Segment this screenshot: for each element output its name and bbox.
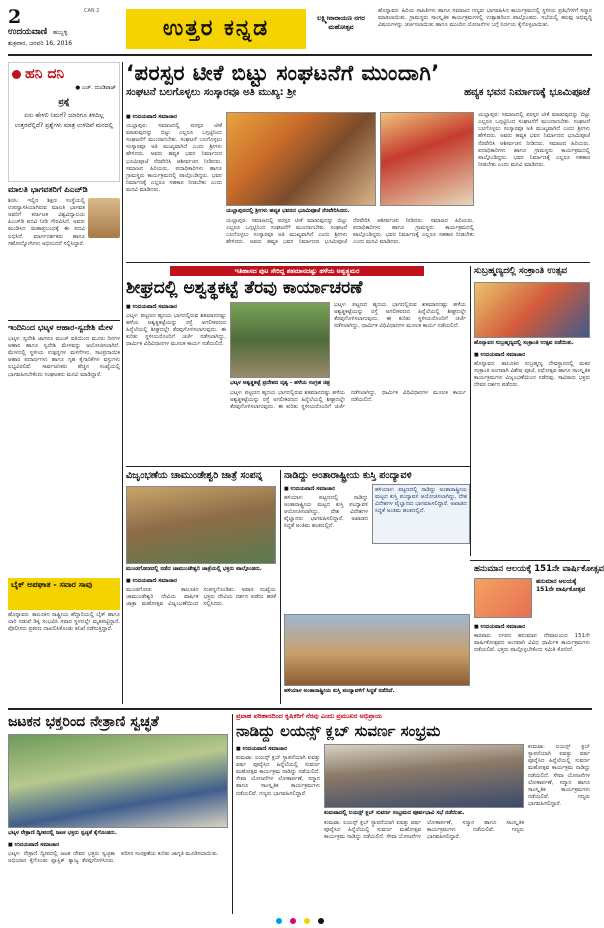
story7-photo — [8, 734, 228, 828]
story5-headline: ನಾಡಿದ್ದು ಅಂತಾರಾಷ್ಟ್ರೀಯ ಕುಸ್ತಿ ಪಂದ್ಯಾವಳಿ — [284, 470, 412, 481]
section-banner: ಉತ್ತರ ಕನ್ನಡ — [126, 9, 306, 49]
masthead — [8, 6, 592, 56]
story6-body: ಕಾರವಾರ: ನಗರದ ಹನುಮಾನ ದೇವಾಲಯದ 151ನೇ ವಾರ್ಷಿಕೋತ್ಸವದ ಅಂಗವಾಗಿ ವಿವಿಧ ಧಾರ್ಮಿಕ ಕಾರ್ಯಕ್ರಮಗಳು ನಡೆಯಲಿವೆ. ಭಕ್ತರು ಪಾಲ್ಗೊಳ್ಳಬೇಕೆಂದು ಸಮಿತಿ ಕೋರಿದೆ. — [474, 632, 590, 654]
divider — [126, 466, 470, 467]
lead-side-head: ಹವ್ಯಕ ಭವನ ನಿರ್ಮಾಣಕ್ಕೆ ಭೂಮಿಪೂಜೆ — [464, 87, 590, 99]
story3-body: ಹೊನ್ನಾವರ: ತಾಲೂಕಿನ ಸುಬ್ರಹ್ಮಣ್ಯ ದೇವಸ್ಥಾನದಲ್ಲಿ ಮಕರ ಸಂಕ್ರಾಂತಿ ಅಂಗವಾಗಿ ವಿಶೇಷ ಪೂಜೆ, ರಥೋತ್ಸವ ಹಾಗೂ ಸಾಂಸ್ಕೃತಿಕ ಕಾರ್ಯಕ್ರಮಗಳು ವಿಜೃಂಭಣೆಯಿಂದ ನಡೆದವು. ಸಾವಿರಾರು ಭಕ್ತರು ದೇವರ ದರ್ಶನ ಪಡೆದರು. — [474, 360, 590, 389]
story8-body-cont: ಕುಮಟಾ: ಲಯನ್ಸ್ ಕ್ಲಬ್ ಸ್ಥಾಪನೆಯಾಗಿ ಐವತ್ತು ವರ್ಷ ಪೂರೈಸಿದ ಹಿನ್ನೆಲೆಯಲ್ಲಿ ಸುವರ್ಣ ಮಹೋತ್ಸವ ಕಾರ್ಯಕ್ರಮ ನಾಡಿದ್ದು ನಡೆಯಲಿದೆ. ಸೇವಾ ಯೋಜನೆಗಳ ಲೋಕಾರ್ಪಣೆ, ಸನ್ಮಾನ ಹಾಗೂ ಸಾಂಸ್ಕೃತಿಕ ಕಾರ್ಯಕ್ರಮಗಳು ನಡೆಯಲಿವೆ. ಗಣ್ಯರು ಭಾಗವಹಿಸಲಿದ್ದಾರೆ. — [324, 820, 524, 841]
story7-headline: ಜಟಕನ ಭಕ್ತರಿಂದ ನೇತ್ರಾಣಿ ಸ್ವಚ್ಛತೆ — [8, 714, 159, 730]
left-story-2-body: ಭಟ್ಕಳ: ಸ್ವದೇಶಿ ಜಾಗರಣ ಮಂಚ್ ವತಿಯಿಂದ ಮೂರು ದಿನಗಳ ಆಹಾರ ಹಾಗೂ ಸ್ವದೇಶಿ ಮೇಳವನ್ನು ಆಯೋಜಿಸಲಾಗಿದೆ. ಮೇಳದಲ್ಲಿ ಸ್ಥಳೀಯ ಉತ್ಪನ್ನಗಳ ಮಳಿಗೆಗಳು, ಸಾಂಪ್ರದಾಯಿಕ ಆಹಾರ ಪದಾರ್ಥಗಳು ಹಾಗೂ ಗೃಹ ಕೈಗಾರಿಕೆಗಳ ವಸ್ತುಗಳು ಲಭ್ಯವಿರಲಿವೆ. ಸಾರ್ವಜನಿಕರು ಹೆಚ್ಚಿನ ಸಂಖ್ಯೆಯಲ್ಲಿ ಭಾಗವಹಿಸಬೇಕೆಂದು ಸಂಘಟಕರು ಮನವಿ ಮಾಡಿದ್ದಾರೆ. — [8, 335, 120, 378]
story2-photo — [230, 302, 330, 378]
column-divider — [122, 62, 123, 704]
hani-author: ● ಎಚ್. ದುಂಡಿರಾಜ್ — [75, 84, 116, 91]
story5-body: ಹಳಿಯಾಳ: ಪಟ್ಟಣದಲ್ಲಿ ನಾಡಿದ್ದು ಅಂತಾರಾಷ್ಟ್ರೀಯ ಮಟ್ಟದ ಕುಸ್ತಿ ಪಂದ್ಯಾವಳಿ ಆಯೋಜಿಸಲಾಗಿದ್ದು, ದೇಶ ವಿದೇಶಗಳ ಪೈಲ್ವಾನರು ಭಾಗವಹಿಸಲಿದ್ದಾರೆ. ಅಖಾಡದ ಸಿದ್ಧತೆ ಅಂತಿಮ ಹಂತದಲ್ಲಿದೆ. — [284, 494, 368, 530]
left-story-2 — [8, 324, 120, 574]
lead-photo-caption: ಯಲ್ಲಾಪುರದಲ್ಲಿ ಶ್ರೀಗಳು ಹವ್ಯಕ ಭವನದ ಭೂಮಿಪೂಜೆ ನೆರವೇರಿಸಿದರು. — [226, 208, 350, 214]
lead-side-body: ಯಲ್ಲಾಪುರ: ಸಮಾಜದಲ್ಲಿ ಪರಸ್ಪರ ಟೀಕೆ ಮಾಡುವುದನ್ನು ಬಿಟ್ಟು ಎಲ್ಲರೂ ಒಗ್ಗಟ್ಟಿನಿಂದ ಸಂಘಟನೆಗೆ ಮುಂದಾಗಬೇಕು. ಸಂಘಟನೆ ಬಲಗೊಳ್ಳಲು ಸಂಸ್ಕಾರವೂ ಅತಿ ಮುಖ್ಯವಾಗಿದೆ ಎಂದು ಶ್ರೀಗಳು ಹೇಳಿದರು. ಅವರು ಹವ್ಯಕ ಭವನ ನಿರ್ಮಾಣದ ಭೂಮಿಪೂಜೆ ನೆರವೇರಿಸಿ ಆಶೀರ್ವಚನ ನೀಡಿದರು. ಸಮಾಜದ ಹಿರಿಯರು, ಪದಾಧಿಕಾರಿಗಳು ಹಾಗೂ ಗ್ರಾಮಸ್ಥರು ಕಾರ್ಯಕ್ರಮದಲ್ಲಿ ಪಾಲ್ಗೊಂಡಿದ್ದರು. ಭವನ ನಿರ್ಮಾಣಕ್ಕೆ ಎಲ್ಲರೂ ಸಹಕಾರ ನೀಡಬೇಕು ಎಂದು ಮನವಿ ಮಾಡಿದರು. — [478, 112, 590, 168]
story4-body: ಮುಂಡಗೋಡ: ತಾಲೂಕಿನ ಚಾಮುಂಡೇಶ್ವರಿ ದೇವಿಯ ವಾರ್ಷಿಕ ಜಾತ್ರಾ ಮಹೋತ್ಸವ ವಿಜೃಂಭಣೆಯಿಂದ ಸಂಪನ್ನಗೊಂಡಿತು. ಅಪಾರ ಸಂಖ್ಯೆಯ ಭಕ್ತರು ದೇವಿಯ ದರ್ಶನ ಪಡೆದು ಹರಕೆ ಸಲ್ಲಿಸಿದರು. — [126, 586, 276, 608]
hani-logo-icon — [12, 70, 21, 79]
dateline: ಶುಕ್ರವಾರ, ಜನವರಿ 16, 2016 — [8, 40, 73, 48]
lead-byline: ■ ಉದಯವಾಣಿ ಸಮಾಚಾರ — [126, 114, 222, 121]
story3-byline: ■ ಉದಯವಾಣಿ ಸಮಾಚಾರ — [474, 352, 590, 359]
lead-photo — [226, 112, 376, 206]
story2-strip: ಇತಿಹಾಸದ ಪುಟ ಸೇರಿದ್ದ ಶತಮಾನದಷ್ಟು ಹಳೆಯ ಅಶ್ವತ್ಥಮರ — [170, 266, 424, 276]
story3-headline: ಸುಬ್ರಹ್ಮಣ್ಯದಲ್ಲಿ ಸಂಕ್ರಾಂತಿ ಉತ್ಸವ — [474, 266, 567, 276]
divider — [470, 560, 590, 561]
story7-byline: ■ ಉದಯವಾಣಿ ಸಮಾಚಾರ — [8, 842, 228, 849]
print-registration-marks — [8, 918, 592, 924]
story6-box-label: ಹನುಮಾನ ಆಲಯಕ್ಕೆ 151ನೇ ವಾರ್ಷಿಕೋತ್ಸವ — [536, 578, 586, 593]
lead-subhead: ಸಂಘಟನೆ ಬಲಗೊಳ್ಳಲು ಸಂಸ್ಕಾರವೂ ಅತಿ ಮುಖ್ಯ: ಶ್ರೀ — [126, 87, 296, 99]
city-tag: ಹುಬ್ಬಳ್ಳಿ — [53, 29, 68, 36]
edition-code: CAN 2 — [84, 8, 100, 14]
story6-byline: ■ ಉದಯವಾಣಿ ಸಮಾಚಾರ — [474, 624, 590, 631]
page-number: 2 — [8, 6, 22, 28]
divider — [126, 262, 590, 263]
story2-body-cont: ಭಟ್ಕಳ: ಪಟ್ಟಣದ ಹೃದಯ ಭಾಗದಲ್ಲಿರುವ ಶತಮಾನದಷ್ಟು ಹಳೆಯ ಅಶ್ವತ್ಥಕಟ್ಟೆಯನ್ನು ರಸ್ತೆ ಅಗಲೀಕರಣದ ಹಿನ್ನೆಲೆಯಲ್ಲಿ ಶೀಘ್ರದಲ್ಲೇ ತೆರವುಗೊಳಿಸಲಾಗುವುದು. ಈ ಕುರಿತು ಸ್ಥಳೀಯರೊಂದಿಗೆ ಚರ್ಚೆ ನಡೆಸಲಾಗಿದ್ದು, ಧಾರ್ಮಿಕ ವಿಧಿವಿಧಾನಗಳ ಮೂಲಕ ಕಾರ್ಯ ನಡೆಯಲಿದೆ. — [230, 390, 466, 411]
left-story-2-head: ಇಂದಿನಿಂದ ಭಟ್ಕಳ ಆಹಾರ-ಸ್ವದೇಶಿ ಮೇಳ — [8, 323, 113, 332]
masthead-left — [8, 6, 120, 54]
story4-byline: ■ ಉದಯವಾಣಿ ಸಮಾಚಾರ — [126, 578, 276, 585]
masthead-right-story: ಹೊನ್ನಾವರ: ಹಿರಿಯ ಸಾಹಿತಿಗಳು ಹಾಗೂ ಸಮಾಜದ ಗಣ್ಯರು ಭಾಗವಹಿಸಿದ ಕಾರ್ಯಕ್ರಮದಲ್ಲಿ ಸ್ಥಳೀಯ ಪ್ರತಿಭೆಗಳಿಗೆ ಸನ್ಮಾನ ಮಾಡಲಾಯಿತು. ಗ್ರಾಮಸ್ಥರು ಸಾಂಸ್ಕೃತಿಕ ಕಾರ್ಯಕ್ರಮಗಳಲ್ಲಿ ಉತ್ಸಾಹದಿಂದ ಪಾಲ್ಗೊಂಡರು. ಸಭೆಯಲ್ಲಿ ಹಲವು ಅಭಿವೃದ್ಧಿ ವಿಷಯಗಳನ್ನು ಚರ್ಚಿಸಲಾಯಿತು ಹಾಗೂ ಮುಂದಿನ ಯೋಜನೆಗಳ ಬಗ್ಗೆ ನಿರ್ಣಯ ಕೈಗೊಳ್ಳಲಾಯಿತು. — [378, 8, 592, 29]
left-story-1-body: ಶಿರಸಿ: ಇಲ್ಲಿನ ಶಿಕ್ಷಣ ಸಂಸ್ಥೆಯಲ್ಲಿ ಉಪನ್ಯಾಸಕಿಯಾಗಿರುವ ಮಾಲತಿ ಭಾಗವತ ಅವರಿಗೆ ಕರ್ನಾಟಕ ವಿಶ್ವವಿದ್ಯಾಲಯ ಪಿಎಚ್‌ಡಿ ಪದವಿ ನೀಡಿ ಗೌರವಿಸಿದೆ. ಅವರು ಮಂಡಿಸಿದ ಮಹಾಪ್ರಬಂಧಕ್ಕೆ ಈ ಪದವಿ ಲಭಿಸಿದೆ. ಮಾರ್ಗದರ್ಶಕರು ಹಾಗೂ ಸಹೋದ್ಯೋಗಿಗಳು ಅಭಿನಂದನೆ ಸಲ್ಲಿಸಿದ್ದಾರೆ. — [8, 197, 85, 247]
paper-name: ಉದಯವಾಣಿ — [8, 27, 48, 37]
story2-body: ಭಟ್ಕಳ: ಪಟ್ಟಣದ ಹೃದಯ ಭಾಗದಲ್ಲಿರುವ ಶತಮಾನದಷ್ಟು ಹಳೆಯ ಅಶ್ವತ್ಥಕಟ್ಟೆಯನ್ನು ರಸ್ತೆ ಅಗಲೀಕರಣದ ಹಿನ್ನೆಲೆಯಲ್ಲಿ ಶೀಘ್ರದಲ್ಲೇ ತೆರವುಗೊಳಿಸಲಾಗುವುದು. ಈ ಕುರಿತು ಸ್ಥಳೀಯರೊಂದಿಗೆ ಚರ್ಚೆ ನಡೆಸಲಾಗಿದ್ದು, ಧಾರ್ಮಿಕ ವಿಧಿವಿಧಾನಗಳ ಮೂಲಕ ಕಾರ್ಯ ನಡೆಯಲಿದೆ. — [126, 312, 226, 348]
hani-dani-box — [8, 62, 120, 182]
column-divider — [280, 470, 281, 704]
story8-headline: ನಾಡಿದ್ದು ಲಯನ್ಸ್ ಕ್ಲಬ್ ಸುವರ್ಣ ಸಂಭ್ರಮ — [236, 722, 441, 740]
masthead-promo: ಲಕ್ಷ್ಮೀನಾರಾಯಣ ನಗರ ಮಹೋತ್ಸವ — [317, 14, 365, 32]
story5-photo — [284, 614, 470, 686]
story8-photo — [324, 744, 524, 808]
divider — [8, 708, 592, 710]
story4-photo-caption: ಮುಂಡಗೋಡದಲ್ಲಿ ನಡೆದ ಚಾಮುಂಡೇಶ್ವರಿ ಜಾತ್ರೆಯಲ್ಲಿ ಭಕ್ತರು ಪಾಲ್ಗೊಂಡರು. — [126, 566, 262, 572]
left-story-3 — [8, 612, 120, 704]
story7-body: ಭಟ್ಕಳ: ನೇತ್ರಾಣಿ ದ್ವೀಪದಲ್ಲಿ ಜಟಕ ದೇವರ ಭಕ್ತರು ಸ್ವಚ್ಛತಾ ಅಭಿಯಾನ ಕೈಗೊಂಡು ಪ್ಲಾಸ್ಟಿಕ್ ತ್ಯಾಜ್ಯ ತೆರವುಗೊಳಿಸಿದರು. ಪರಿಸರ ಸಂರಕ್ಷಣೆಯ ಕುರಿತು ಜಾಗೃತಿ ಮೂಡಿಸಲಾಯಿತು. — [8, 850, 219, 865]
story8-photo-caption: ಕುಮಟಾದಲ್ಲಿ ಲಯನ್ಸ್ ಕ್ಲಬ್ ಸುವರ್ಣ ಸಂಭ್ರಮದ ಪೂರ್ವಭಾವಿ ಸಭೆ ನಡೆಯಿತು. — [324, 810, 465, 816]
lead-photo-2 — [380, 112, 474, 206]
lead-headline: ‘ಪರಸ್ಪರ ಟೀಕೆ ಬಿಟ್ಟು ಸಂಘಟನೆಗೆ ಮುಂದಾಗಿ’ — [126, 61, 440, 85]
left-story-3-head-box — [8, 578, 120, 610]
hani-title: ಹನಿ ದನಿ — [25, 66, 65, 82]
left-story-3-head: ಬೈಕ್ ಅಪಘಾತ - ಸವಾರ ಸಾವು — [11, 580, 93, 589]
left-story-3-body: ಹೊನ್ನಾವರ: ತಾಲೂಕಿನ ರಾಷ್ಟ್ರೀಯ ಹೆದ್ದಾರಿಯಲ್ಲಿ ಬೈಕ್ ಹಾಗೂ ಲಾರಿ ನಡುವೆ ಡಿಕ್ಕಿ ಸಂಭವಿಸಿ ಸವಾರ ಸ್ಥಳದಲ್ಲೇ ಮೃತಪಟ್ಟಿದ್ದಾನೆ. ಪೊಲೀಸರು ಪ್ರಕರಣ ದಾಖಲಿಸಿಕೊಂಡು ತನಿಖೆ ನಡೆಸುತ್ತಿದ್ದಾರೆ. — [8, 612, 120, 633]
yellow-dot-icon — [304, 918, 310, 924]
story2-side-body: ಭಟ್ಕಳ: ಪಟ್ಟಣದ ಹೃದಯ ಭಾಗದಲ್ಲಿರುವ ಶತಮಾನದಷ್ಟು ಹಳೆಯ ಅಶ್ವತ್ಥಕಟ್ಟೆಯನ್ನು ರಸ್ತೆ ಅಗಲೀಕರಣದ ಹಿನ್ನೆಲೆಯಲ್ಲಿ ಶೀಘ್ರದಲ್ಲೇ ತೆರವುಗೊಳಿಸಲಾಗುವುದು. ಈ ಕುರಿತು ಸ್ಥಳೀಯರೊಂದಿಗೆ ಚರ್ಚೆ ನಡೆಸಲಾಗಿದ್ದು, ಧಾರ್ಮಿಕ ವಿಧಿವಿಧಾನಗಳ ಮೂಲಕ ಕಾರ್ಯ ನಡೆಯಲಿದೆ. — [334, 302, 466, 330]
story5-infobox-text: ಹಳಿಯಾಳ: ಪಟ್ಟಣದಲ್ಲಿ ನಾಡಿದ್ದು ಅಂತಾರಾಷ್ಟ್ರೀಯ ಮಟ್ಟದ ಕುಸ್ತಿ ಪಂದ್ಯಾವಳಿ ಆಯೋಜಿಸಲಾಗಿದ್ದು, ದೇಶ ವಿದೇಶಗಳ ಪೈಲ್ವಾನರು ಭಾಗವಹಿಸಲಿದ್ದಾರೆ. ಅಖಾಡದ ಸಿದ್ಧತೆ ಅಂತಿಮ ಹಂತದಲ್ಲಿದೆ. — [375, 487, 467, 515]
column-divider — [232, 714, 233, 914]
story2-photo-caption: ಭಟ್ಕಳ ಅಶ್ವತ್ಥಕಟ್ಟೆ ಪ್ರದೇಶದ ದೃಶ್ಯ - ಹಳೆಯ ಸಂಗ್ರಹ ಚಿತ್ರ — [230, 380, 330, 386]
story7-photo-caption: ಭಟ್ಕಳ ನೇತ್ರಾಣಿ ದ್ವೀಪದಲ್ಲಿ ಜಟಕ ಭಕ್ತರು ಸ್ವಚ್ಛತೆ ಕೈಗೊಂಡರು. — [8, 830, 117, 836]
portrait-photo — [88, 198, 120, 238]
lead-body-cont: ಯಲ್ಲಾಪುರ: ಸಮಾಜದಲ್ಲಿ ಪರಸ್ಪರ ಟೀಕೆ ಮಾಡುವುದನ್ನು ಬಿಟ್ಟು ಎಲ್ಲರೂ ಒಗ್ಗಟ್ಟಿನಿಂದ ಸಂಘಟನೆಗೆ ಮುಂದಾಗಬೇಕು. ಸಂಘಟನೆ ಬಲಗೊಳ್ಳಲು ಸಂಸ್ಕಾರವೂ ಅತಿ ಮುಖ್ಯವಾಗಿದೆ ಎಂದು ಶ್ರೀಗಳು ಹೇಳಿದರು. ಅವರು ಹವ್ಯಕ ಭವನ ನಿರ್ಮಾಣದ ಭೂಮಿಪೂಜೆ ನೆರವೇರಿಸಿ ಆಶೀರ್ವಚನ ನೀಡಿದರು. ಸಮಾಜದ ಹಿರಿಯರು, ಪದಾಧಿಕಾರಿಗಳು ಹಾಗೂ ಗ್ರಾಮಸ್ಥರು ಕಾರ್ಯಕ್ರಮದಲ್ಲಿ ಪಾಲ್ಗೊಂಡಿದ್ದರು. ಭವನ ನಿರ್ಮಾಣಕ್ಕೆ ಎಲ್ಲರೂ ಸಹಕಾರ ನೀಡಬೇಕು ಎಂದು ಮನವಿ ಮಾಡಿದರು. — [226, 218, 474, 246]
story8-body: ಕುಮಟಾ: ಲಯನ್ಸ್ ಕ್ಲಬ್ ಸ್ಥಾಪನೆಯಾಗಿ ಐವತ್ತು ವರ್ಷ ಪೂರೈಸಿದ ಹಿನ್ನೆಲೆಯಲ್ಲಿ ಸುವರ್ಣ ಮಹೋತ್ಸವ ಕಾರ್ಯಕ್ರಮ ನಾಡಿದ್ದು ನಡೆಯಲಿದೆ. ಸೇವಾ ಯೋಜನೆಗಳ ಲೋಕಾರ್ಪಣೆ, ಸನ್ಮಾನ ಹಾಗೂ ಸಾಂಸ್ಕೃತಿಕ ಕಾರ್ಯಕ್ರಮಗಳು ನಡೆಯಲಿವೆ. ಗಣ್ಯರು ಭಾಗವಹಿಸಲಿದ್ದಾರೆ. — [236, 754, 320, 797]
story4-photo — [126, 486, 276, 564]
story3-photo-caption: ಹೊನ್ನಾವರ ಸುಬ್ರಹ್ಮಣ್ಯದಲ್ಲಿ ಸಂಕ್ರಾಂತಿ ಉತ್ಸವ ನಡೆಯಿತು. — [474, 340, 574, 346]
story3-photo — [474, 282, 590, 338]
lead-story — [126, 60, 590, 100]
story8-kicker: ಪ್ರವಾಹ ಪರಿಹಾರದಿಂದ ಕೃಷಿಕರಿಗೆ ನೆರವು ಎಂದು ಪ್ರಮುಖರ ಅಭಿಪ್ರಾಯ — [236, 712, 382, 720]
story8-side-body: ಕುಮಟಾ: ಲಯನ್ಸ್ ಕ್ಲಬ್ ಸ್ಥಾಪನೆಯಾಗಿ ಐವತ್ತು ವರ್ಷ ಪೂರೈಸಿದ ಹಿನ್ನೆಲೆಯಲ್ಲಿ ಸುವರ್ಣ ಮಹೋತ್ಸವ ಕಾರ್ಯಕ್ರಮ ನಾಡಿದ್ದು ನಡೆಯಲಿದೆ. ಸೇವಾ ಯೋಜನೆಗಳ ಲೋಕಾರ್ಪಣೆ, ಸನ್ಮಾನ ಹಾಗೂ ಸಾಂಸ್ಕೃತಿಕ ಕಾರ್ಯಕ್ರಮಗಳು ನಡೆಯಲಿವೆ. ಗಣ್ಯರು ಭಾಗವಹಿಸಲಿದ್ದಾರೆ. — [528, 744, 590, 808]
black-dot-icon — [318, 918, 324, 924]
cyan-dot-icon — [276, 918, 282, 924]
magenta-dot-icon — [290, 918, 296, 924]
story8-byline: ■ ಉದಯವಾಣಿ ಸಮಾಚಾರ — [236, 746, 320, 753]
story4-headline: ವಿಜೃಂಭಣೆಯ ಚಾಮುಂಡೇಶ್ವರಿ ಜಾತ್ರೆ ಸಂಪನ್ನ — [126, 470, 263, 481]
hani-question: ಪ್ರಶ್ನೆ — [58, 97, 70, 107]
story5-infobox — [372, 484, 470, 544]
story5-byline: ■ ಉದಯವಾಣಿ ಸಮಾಚಾರ — [284, 486, 368, 493]
hani-body: ಏನು ಹೇಳಲಿ ನಿಮಗೆ? ಯಾರಿಗೂ ತಿಳಿದಿಲ್ಲ ಉತ್ತರವೆಲ್ಲಿದೆ? ಪ್ರಶ್ನೆಗಳು ಮಾತ್ರ ಉಳಿದಿವೆ ಮನದಲ್ಲಿ — [14, 112, 114, 129]
left-story-1-head: ಮಾಲತಿ ಭಾಗವತರಿಗೆ ಪಿಎಚ್‌ಡಿ — [8, 185, 88, 194]
story6-headline: ಹನುಮಾನ ಆಲಯಕ್ಕೆ 151ನೇ ವಾರ್ಷಿಕೋತ್ಸವ — [474, 564, 604, 574]
story2-headline: ಶೀಘ್ರದಲ್ಲಿ ಅಶ್ವತ್ಥಕಟ್ಟೆ ತೆರವು ಕಾರ್ಯಾಚರಣೆ — [126, 278, 363, 298]
column-divider — [470, 266, 471, 556]
story6-photo — [474, 578, 532, 618]
story2-byline: ■ ಉದಯವಾಣಿ ಸಮಾಚಾರ — [126, 304, 226, 311]
story5-photo-caption: ಹಳಿಯಾಳ ಅಂತಾರಾಷ್ಟ್ರೀಯ ಕುಸ್ತಿ ಪಂದ್ಯಾವಳಿಗೆ ಸಿದ್ಧತೆ ನಡೆದಿದೆ. — [284, 688, 395, 694]
left-story-1 — [8, 186, 120, 316]
divider — [8, 320, 120, 321]
lead-body: ಯಲ್ಲಾಪುರ: ಸಮಾಜದಲ್ಲಿ ಪರಸ್ಪರ ಟೀಕೆ ಮಾಡುವುದನ್ನು ಬಿಟ್ಟು ಎಲ್ಲರೂ ಒಗ್ಗಟ್ಟಿನಿಂದ ಸಂಘಟನೆಗೆ ಮುಂದಾಗಬೇಕು. ಸಂಘಟನೆ ಬಲಗೊಳ್ಳಲು ಸಂಸ್ಕಾರವೂ ಅತಿ ಮುಖ್ಯವಾಗಿದೆ ಎಂದು ಶ್ರೀಗಳು ಹೇಳಿದರು. ಅವರು ಹವ್ಯಕ ಭವನ ನಿರ್ಮಾಣದ ಭೂಮಿಪೂಜೆ ನೆರವೇರಿಸಿ ಆಶೀರ್ವಚನ ನೀಡಿದರು. ಸಮಾಜದ ಹಿರಿಯರು, ಪದಾಧಿಕಾರಿಗಳು ಹಾಗೂ ಗ್ರಾಮಸ್ಥರು ಕಾರ್ಯಕ್ರಮದಲ್ಲಿ ಪಾಲ್ಗೊಂಡಿದ್ದರು. ಭವನ ನಿರ್ಮಾಣಕ್ಕೆ ಎಲ್ಲರೂ ಸಹಕಾರ ನೀಡಬೇಕು ಎಂದು ಮನವಿ ಮಾಡಿದರು. — [126, 122, 222, 194]
